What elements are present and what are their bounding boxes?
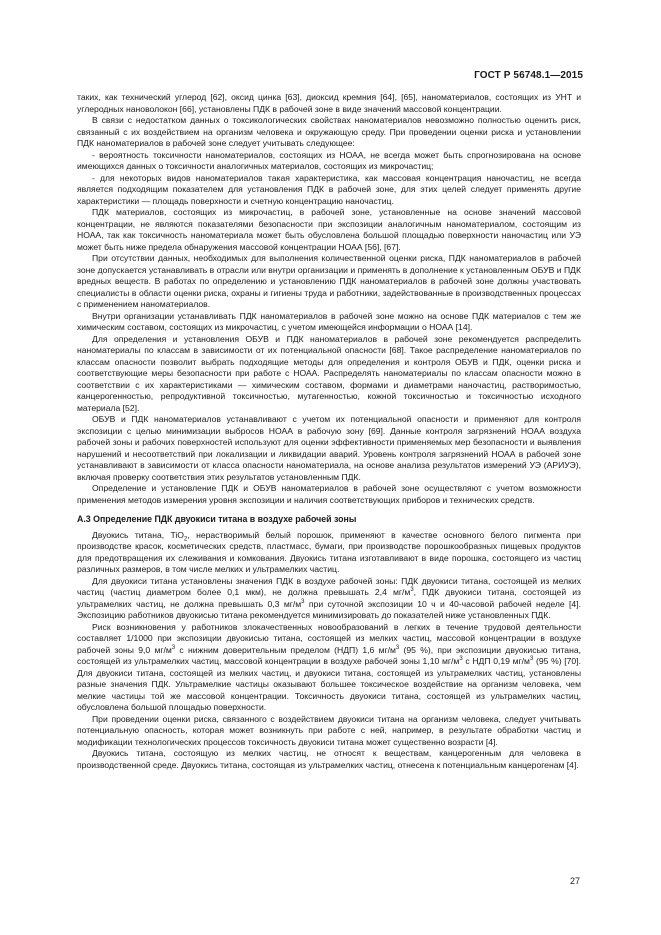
superscript: 3	[171, 644, 176, 651]
paragraph: При отсутствии данных, необходимых для выполнения количественной оценки риска, ПДК наноматериалов в рабочей зоне допускается устанавливать в отрасли или внутри организации и применять в дополнение к установленным ОБУВ и ПДК вредных веществ. В работах по определению и установлению ПДК наноматериалов в рабочей зоне должны участвовать специалисты в области оценки риска, охраны и гигиены труда и работники, задействованные в производственных процессах с применением наноматериалов.	[77, 253, 581, 309]
paragraph: Для определения и установления ОБУВ и ПДК наноматериалов в рабочей зоне рекомендуется распределить наноматериалы по классам в зависимости от их потенциальной опасности [68]. Такое распределение наноматериалов по классам опасности позволит выбрать подходящие методы для определения и контроля ОБУВ и ПДК, оценки риска и соответствующие меры безопасности при работе с НОАА. Распределять наноматериалы по классам опасности можно в соответствии с их характеристиками — химическим составом, формами и диаметрами наночастиц, растворимостью, канцерогенностью, репродуктивной токсичностью, мутагенностью, кожной токсичностью и токсичностью исходного материала [52].	[77, 333, 581, 413]
paragraph: В связи с недостатком данных о токсикологических свойствах наноматериалов невозможно полностью оценить риск, связанный с их воздействием на организм человека и окружающую среду. При проведении оценки риска и установлении ПДК наноматериалов в рабочей зоне следует учитывать следующее:	[77, 115, 581, 148]
document-body	[77, 92, 581, 771]
paragraph: Определение и установление ПДК и ОБУВ наноматериалов в рабочей зоне осуществляют с учетом возможности применения методов измерения уровня экспозиции и наличия соответствующих приборов и технических средств.	[77, 483, 581, 505]
superscript: 3	[459, 656, 463, 663]
superscript: 3	[301, 598, 305, 605]
text-run: с нижним доверительным пределом (НДП) 1,6 мг/м	[175, 644, 396, 655]
text-run: Для двуокиси титана установлены значения ПДК в воздухе рабочей зоны: ПДК двуокиси титана, состоящей из мелких частиц (частиц диаметром более 0,1 мкм), не должна превышать 2,4 мг/м	[77, 575, 581, 597]
standard-designation: ГОСТ Р 56748.1—2015	[474, 70, 583, 81]
text-run: , нерастворимый белый порошок, применяют в качестве основного белого пигмента при производстве красок, косметических средств, пластмасс, бумаги, при производстве порошкообразных пищевых продуктов для предотвращения их слеживания и комкования. Двуокись титана изготавливают в виде порошка, состоящего из частиц различных размеров, в том числе мелких и ультрамелких частиц.	[77, 529, 581, 574]
text-run: , ПДК двуокиси титана, состоящей из ультрамелких частиц, не должна превышать 0,3 мг/м	[77, 587, 581, 609]
paragraph: ПДК материалов, состоящих из микрочастиц, в рабочей зоне, установленные на основе значений массовой концентрации, не являются показателями безопасности при экспозиции аналогичным наноматериалом, состоящим из НОАА, так как токсичность наноматериала может быть обусловлена большой площадью поверхности наночастиц или УЭ может быть ниже предела обнаружения массовой концентрации НОАА [56], [67].	[77, 207, 581, 252]
paragraph: Двуокись титана, состоящую из мелких частиц, не относят к веществам, канцерогенным для человека в производственной среде. Двуокись титана, состоящая из ультрамелких частиц, отнесена к потенциальным канцерогенам [4].	[77, 748, 581, 770]
superscript: 3	[529, 656, 534, 663]
subscript: 2	[184, 536, 188, 543]
paragraph: Внутри организации устанавливать ПДК наноматериалов в рабочей зоне можно на основе ПДК материалов с тем же химическим составом, состоящих из микрочастиц, с учетом имеющейся информации о НОАА [14].	[77, 310, 581, 332]
text-run: при суточной экспозиции 10 ч и 40-часовой рабочей неделе [4]. Экспозицию работников двуокисью титана рекомендуется минимизировать до показателей ниже установленных ПДК.	[77, 598, 581, 620]
text-run: Двуокись титана, TiO	[92, 529, 184, 540]
text-run: с НДП 0,19 мг/м	[462, 656, 530, 666]
text-run: (95 %), при экспозиции двуокисью титана, состоящей из ультрамелких частиц, массовой концентрации в воздухе рабочей зоны 1,10 мг/м	[77, 644, 581, 666]
section-heading: А.3 Определение ПДК двуокиси титана в воздухе рабочей зоны	[77, 514, 357, 524]
list-item: - для некоторых видов наноматериалов такая характеристика, как массовая концентрация наночастиц, не всегда является подходящим показателем для установления ПДК в рабочей зоне, для этих целей следует применять другие характеристики — площадь поверхности и счетную концентрацию наночастиц.	[77, 172, 581, 206]
paragraph	[77, 576, 581, 622]
superscript: 3	[395, 644, 400, 651]
page-number: 27	[569, 876, 580, 886]
superscript: 3	[410, 587, 414, 594]
paragraph: таких, как технический углерод [62], оксид цинка [63], диоксид кремния [64], [65], наноматериалов, состоящих из УНТ и углеродных нановолокон [66], установлены ПДК в рабочей зоне в виде значений массовой концентрации.	[77, 92, 581, 114]
list-item: - вероятность токсичности наноматериалов, состоящих из НОАА, не всегда может быть спрогнозирована на основе имеющихся данных о токсичности аналогичных материалов, состоящих из микрочастиц;	[77, 149, 581, 171]
paragraph	[77, 622, 581, 714]
paragraph	[77, 530, 581, 576]
paragraph: ОБУВ и ПДК наноматериалов устанавливают с учетом их потенциальной опасности и применяют для контроля экспозиции с целью минимизации выбросов НОАА в рабочую зону [69]. Данные контроля загрязнений НОАА воздуха рабочей зоны и рабочих поверхностей используют для оценки эффективности применяемых мер безопасности и выявления нарушений и несоответствий при локализации и ликвидации аварий. Уровень контроля загрязнений НОАА в рабочей зоне устанавливают в зависимости от класса опасности наноматериала, на основе анализа результатов измерений УЭ (АРИУЭ), включая проверку соответствия этих результатов установленным ПДК.	[77, 414, 581, 482]
paragraph: При проведении оценки риска, связанного с воздействием двуокиси титана на организм человека, следует учитывать потенциальную опасность, которая может возникнуть при работе с ней, например, в результате обработки частиц и модификации технологических процессов токсичность двуокиси титана может существенно возрасти [4].	[77, 713, 581, 747]
text-run: Риск возникновения у работников злокачественных новообразований в легких в течение трудовой деятельности составляет 1/1000 при экспозиции двуокисью титана, состоящей из мелких частиц, массовой концентрации в воздухе рабочей зоны 9,0 мг/м	[77, 621, 581, 655]
text-run: (95 %) [70]. Для двуокиси титана, состоящей из мелких частиц, и двуокиси титана, состоящей из ультрамелких частиц, установлены разные значения ПДК. Ультрамелкие частицы оказывают большее токсическое воздействие на организм человека, чем мелкие частицы той же массовой концентрации. Токсичность двуокиси титана, состоящей из ультрамелких частиц, обусловлена большой площадью поверхности.	[77, 656, 581, 712]
